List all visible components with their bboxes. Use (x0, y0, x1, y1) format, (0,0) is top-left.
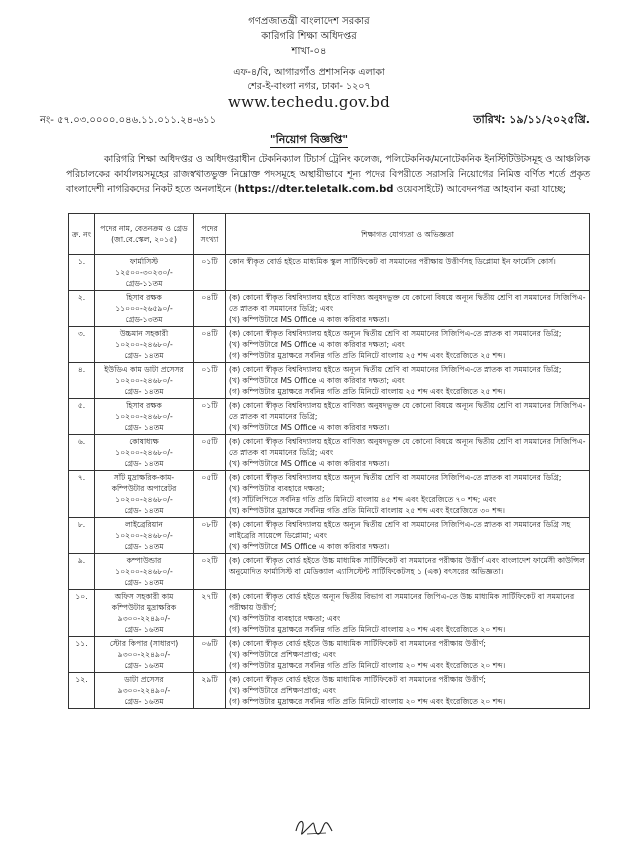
grade: গ্রেড- ১৬তম (124, 661, 164, 670)
requirement-item: (খ) কম্পিউটারে প্রশিক্ষণপ্রাপ্ত; এবং (229, 650, 336, 659)
header-count: পদের সংখ্যা (194, 214, 226, 255)
grade: গ্রেড- ১৪তম (124, 578, 164, 587)
requirements-cell (226, 291, 590, 327)
post-count-cell: ০৫টি (194, 471, 226, 518)
requirement-item: (ক) কোনো স্বীকৃত বিশ্ববিদ্যালয় হইতে অন্যূন দ্বিতীয় শ্রেণি বা সমমানের সিজিপিএ-তে স্নাতক বা সমমানের ডিগ্রি সহ লাইব্রেরি সায়েন্সে ডিপ্লোমা; এবং (229, 520, 571, 540)
requirement-item: (ক) কোনো স্বীকৃত বোর্ড হইতে উচ্চ মাধ্যমিক সার্টিফিকেট বা সমমানের পরীক্ষায় উত্তীর্ণ এবং বাংলাদেশ ফার্মেসী কাউন্সিল অনুমোদিত ফার্মাসিস্ট বা মেডিক্যাল এ্যাসিস্টেন্ট সার্টিফিকেটসহ ১ (এক) বৎসরের অভিজ্ঞতা। (229, 556, 585, 576)
requirement-item: (খ) কম্পিউটারে MS Office এ কাজ করিবার দক্ষতা; এবং (229, 376, 405, 385)
issue-date: তারিখ: ১৯/১১/২০২৫খ্রি. (473, 113, 590, 126)
grade: গ্রেড- ১৬তম (124, 697, 164, 706)
post-cell (95, 363, 194, 399)
requirement-item: (ঘ) কম্পিউটার মুদ্রাক্ষরে সর্বনিম্ন গতি প্রতি মিনিটে বাংলায় ২৫ শব্দ এবং ইংরেজিতে ৩০ শব্দ। (229, 506, 505, 515)
post-cell (95, 471, 194, 518)
pay-scale: ১০২০০-২৪৬৮০/- (115, 376, 173, 385)
header-serial: ক্র. নং (69, 214, 95, 255)
post-count-cell: ০১টি (194, 255, 226, 291)
requirements-cell (226, 327, 590, 363)
serial-cell: ৮. (69, 518, 95, 554)
requirements-cell (226, 255, 590, 291)
requirement-item: (ক) কোনো স্বীকৃত বোর্ড হইতে অন্যূন দ্বিতীয় বিভাগ বা সমমানের জিপিএ-তে উচ্চ মাধ্যমিক সার্টিফিকেট বা সমমানের পরীক্ষায় উত্তীর্ণ; (229, 592, 575, 612)
requirement-item: (খ) কম্পিউটারে MS Office এ কাজ করিবার দক্ষতা। (229, 423, 390, 432)
grade: গ্রেড- ১৪তম (124, 459, 164, 468)
post-cell (95, 637, 194, 673)
requirement-item: (গ) কম্পিউটার মুদ্রাক্ষরে সর্বনিম্ন গতি প্রতি মিনিটে বাংলায় ২৫ শব্দ এবং ইংরেজিতে ২৫ শব্দ। (229, 351, 506, 360)
notice-title-text: "নিয়োগ বিজ্ঞপ্তি" (269, 133, 349, 146)
grade: গ্রেড- ১৬তম (124, 625, 164, 634)
website-link[interactable]: www.techedu.gov.bd (227, 93, 391, 111)
requirement-item: (গ) কম্পিউটার মুদ্রাক্ষরে সর্বনিম্ন গতি প্রতি মিনিটে বাংলায় ২৫ শব্দ এবং ইংরেজিতে ২৫ শব্দ। (229, 387, 506, 396)
post-cell (95, 590, 194, 637)
pay-scale: ১১০০০-২৬৫৯০/- (115, 304, 173, 313)
requirements-cell (226, 518, 590, 554)
table-row (69, 518, 590, 554)
pay-scale: ১০২০০-২৪৬৮০/- (115, 567, 173, 576)
department-name: কারিগরি শিক্ষা অধিদপ্তর (261, 31, 357, 42)
table-row (69, 554, 590, 590)
requirement-item: কোন স্বীকৃত বোর্ড হইতে মাধ্যমিক স্কুল সার্টিফিকেট বা সমমানের পরীক্ষায় উত্তীর্ণসহ ডিপ্লোমা ইন ফার্মেসি কোর্স। (229, 257, 556, 266)
post-name: ফার্মাসিস্ট (129, 257, 159, 266)
table-row (69, 291, 590, 327)
vacancy-rows (69, 255, 590, 709)
requirements-cell (226, 673, 590, 709)
intro-paragraph (66, 152, 590, 197)
post-cell (95, 673, 194, 709)
grade: গ্রেড- ১৪তম (124, 542, 164, 551)
post-name: উচ্চমান সহকারী (119, 329, 169, 338)
serial-cell: ৪. (69, 363, 95, 399)
post-count-cell: ০৪টি (194, 327, 226, 363)
post-count-cell: ০৬টি (194, 637, 226, 673)
post-cell (95, 399, 194, 435)
serial-cell: ২. (69, 291, 95, 327)
post-name: অফিস সহকারী কাম কম্পিউটার মুদ্রাক্ষরিক (111, 592, 177, 612)
requirement-item: (গ) কম্পিউটার মুদ্রাক্ষরে সর্বনিম্ন গতি প্রতি মিনিটে বাংলায় ২০ শব্দ এবং ইংরেজিতে ২০ শব্দ। (229, 625, 506, 634)
requirement-item: (ক) কোনো স্বীকৃত বিশ্ববিদ্যালয় হইতে অন্যূন দ্বিতীয় শ্রেণি বা সমমানের সিজিপিএ-তে স্নাতক বা সমমানের ডিগ্রি; (229, 473, 562, 482)
table-row (69, 471, 590, 518)
serial-cell: ১১. (69, 637, 95, 673)
serial-cell: ১. (69, 255, 95, 291)
requirements-cell (226, 637, 590, 673)
table-row (69, 327, 590, 363)
pay-scale: ১০২০০-২৪৬৮০/- (115, 340, 173, 349)
branch-name: শাখা-০৪ (291, 46, 327, 57)
serial-cell: ৩. (69, 327, 95, 363)
table-row (69, 637, 590, 673)
post-count-cell: ২৯টি (194, 673, 226, 709)
post-name: ইউডিএ কাম ডাটা প্রসেসর (104, 365, 184, 374)
pay-scale: ১০২০০-২৪৬৮০/- (115, 448, 173, 457)
requirement-item: (ক) কোনো স্বীকৃত বিশ্ববিদ্যালয় হইতে বাণিজ্য অনুষদভুক্ত যে কোনো বিষয়ে অন্যূন দ্বিতীয় শ্রেণি বা সমমানের সিজিপিএ-তে স্নাতক বা সমমানের ডিগ্রি; এবং (229, 437, 586, 457)
table-row (69, 399, 590, 435)
signature (293, 815, 335, 839)
post-name: স্টোর কিপার (সাধারণ) (109, 639, 179, 648)
grade: গ্রেড- ১৪তম (124, 387, 164, 396)
address-line-1: এফ-৪/বি, আগারগাঁও প্রশাসনিক এলাকা (233, 67, 385, 78)
memo-number: নং- ৫৭.০৩.০০০০.০৪৬.১১.০১১.২৪-৬১১ (40, 115, 217, 126)
post-name: হিসাব রক্ষক (126, 401, 162, 410)
post-count-cell: ০৮টি (194, 518, 226, 554)
notice-title (0, 131, 618, 150)
govt-name: গণপ্রজাতন্ত্রী বাংলাদেশ সরকার (248, 16, 370, 27)
table-row (69, 435, 590, 471)
requirements-cell (226, 554, 590, 590)
post-cell (95, 554, 194, 590)
header-post (95, 214, 194, 255)
post-cell (95, 255, 194, 291)
requirement-item: (খ) কম্পিউটারে MS Office এ কাজ করিবার দক্ষতা। (229, 315, 390, 324)
requirement-item: (ক) কোনো স্বীকৃত বিশ্ববিদ্যালয় হইতে বাণিজ্য অনুষদভুক্ত যে কোনো বিষয়ে অন্যূন দ্বিতীয় শ্রেণি বা সমমানের সিজিপিএ-তে স্নাতক বা সমমানের ডিগ্রি; (229, 401, 586, 421)
serial-cell: ৯. (69, 554, 95, 590)
requirements-cell (226, 399, 590, 435)
post-name: সাঁট মুদ্রাক্ষরিক-কাম-কম্পিউটার অপারেটর (111, 473, 177, 493)
pay-scale: ১২৫০০-৩০২৩০/- (115, 268, 173, 277)
pay-scale: ১০২০০-২৪৬৮০/- (115, 531, 173, 540)
address-line-2: শের-ই-বাংলা নগর, ঢাকা- ১২০৭ (247, 81, 371, 92)
serial-cell: ১০. (69, 590, 95, 637)
intro-text-before: কারিগরি শিক্ষা অধিদপ্তর ও অধিদপ্তরাধীন টেকনিক্যাল টিচার্স ট্রেনিং কলেজ, পলিটেকনিক/মনোটেকনিক ইনস্টিটিউটসমূহ ও আঞ্চলিক পরিচালকের কার্যালয়সমূহের রাজস্বখাতভুক্ত নিম্নোক্ত পদসমূহে অস্থায়ীভাবে শূন্য পদের বিপরীতে সরাসরি নিয়োগের নিমিত্ত বর্ণিত শর্তে প্রকৃত বাংলাদেশী নাগরিকদের নিকট হতে অনলাইনে ( (66, 154, 591, 195)
grade: গ্রেড-১৩তম (125, 315, 163, 324)
post-cell (95, 327, 194, 363)
header-post-scale: (জা.বে.স্কেল, ২০১৫) (111, 235, 177, 244)
grade: গ্রেড- ১৪তম (124, 351, 164, 360)
post-count-cell: ০৪টি (194, 291, 226, 327)
requirement-item: (খ) কম্পিউটারে MS Office এ কাজ করিবার দক্ষতা। (229, 542, 390, 551)
intro-text-after: ওয়েবসাইটে) আবেদনপত্র আহবান করা যাচ্ছে; (393, 184, 567, 195)
table-header-row (69, 214, 590, 255)
requirement-item: (গ) কম্পিউটার মুদ্রাক্ষরে সর্বনিম্ন গতি প্রতি মিনিটে বাংলায় ২০ শব্দ এবং ইংরেজিতে ২০ শব্দ। (229, 697, 506, 706)
serial-cell: ১২. (69, 673, 95, 709)
vacancy-table (68, 213, 590, 709)
post-count-cell: ০১টি (194, 399, 226, 435)
requirements-cell (226, 363, 590, 399)
requirement-item: (খ) কম্পিউটার ব্যবহারে দক্ষতা; এবং (229, 614, 341, 623)
post-name: কম্পাউন্ডার (126, 556, 162, 565)
post-cell (95, 435, 194, 471)
requirements-cell (226, 435, 590, 471)
requirement-item: (খ) কম্পিউটারে প্রশিক্ষণপ্রাপ্ত; এবং (229, 686, 336, 695)
header-post-label: পদের নাম, বেতনক্রম ও গ্রেড (100, 224, 188, 233)
requirements-cell (226, 471, 590, 518)
serial-cell: ৭. (69, 471, 95, 518)
post-count-cell: ০১টি (194, 363, 226, 399)
post-cell (95, 518, 194, 554)
requirement-item: (ক) কোনো স্বীকৃত বিশ্ববিদ্যালয় হইতে অন্যূন দ্বিতীয় শ্রেণি বা সমমানের সিজিপিএ-তে স্নাতক বা সমমানের ডিগ্রি; (229, 329, 562, 338)
pay-scale: ৯৩০০-২২৪৯০/- (117, 614, 171, 623)
requirement-item: (গ) কম্পিউটার মুদ্রাক্ষরে সর্বনিম্ন গতি প্রতি মিনিটে বাংলায় ২০ শব্দ এবং ইংরেজিতে ২০ শব্দ। (229, 661, 506, 670)
application-link[interactable]: https://dter.teletalk.com.bd (237, 184, 394, 195)
requirements-cell (226, 590, 590, 637)
post-name: কোষাধ্যক্ষ (129, 437, 159, 446)
pay-scale: ৯৩০০-২২৪৯০/- (117, 650, 171, 659)
post-cell (95, 291, 194, 327)
post-count-cell: ০২টি (194, 554, 226, 590)
post-count-cell: ২৭টি (194, 590, 226, 637)
requirement-item: (ক) কোনো স্বীকৃত বিশ্ববিদ্যালয় হইতে অন্যূন দ্বিতীয় শ্রেণি বা সমমানের সিজিপিএ-তে স্নাতক বা সমমানের ডিগ্রি; (229, 365, 562, 374)
table-row (69, 590, 590, 637)
pay-scale: ৯৩০০-২২৪৯০/- (117, 686, 171, 695)
requirement-item: (খ) কম্পিউটারে MS Office এ কাজ করিবার দক্ষতা। (229, 459, 390, 468)
table-row (69, 673, 590, 709)
requirement-item: (খ) কম্পিউটারে MS Office এ কাজ করিবার দক্ষতা; এবং (229, 340, 405, 349)
requirement-item: (ক) কোনো স্বীকৃত বোর্ড হইতে উচ্চ মাধ্যমিক সার্টিফিকেট বা সমমানের পরীক্ষায় উত্তীর্ণ; (229, 675, 486, 684)
serial-cell: ৫. (69, 399, 95, 435)
post-count-cell: ০৫টি (194, 435, 226, 471)
requirement-item: (ক) কোনো স্বীকৃত বিশ্ববিদ্যালয় হইতে বাণিজ্য অনুষদভুক্ত যে কোনো বিষয়ে অন্যূন দ্বিতীয় শ্রেণি বা সমমানের সিজিপিএ-তে স্নাতক বা সমমানের ডিগ্রি; এবং (229, 293, 586, 313)
requirement-item: (গ) সাঁটলিপিতে সর্বনিম্ন গতি প্রতি মিনিটে বাংলায় ৪৫ শব্দ এবং ইংরেজিতে ৭০ শব্দ; এবং (229, 495, 497, 504)
pay-scale: ১০২০০-২৪৬৮০/- (115, 495, 173, 504)
header-requirements: শিক্ষাগত যোগ্যতা ও অভিজ্ঞতা (226, 214, 590, 255)
post-name: ডাটা প্রসেসর (124, 675, 164, 684)
grade: গ্রেড-১১তম (125, 279, 163, 288)
pay-scale: ১০২০০-২৪৬৮০/- (115, 412, 173, 421)
post-name: হিসাব রক্ষক (126, 293, 162, 302)
grade: গ্রেড- ১৪তম (124, 423, 164, 432)
requirement-item: (ক) কোনো স্বীকৃত বোর্ড হইতে উচ্চ মাধ্যমিক সার্টিফিকেট বা সমমানের পরীক্ষায় উত্তীর্ণ; (229, 639, 486, 648)
requirement-item: (খ) কম্পিউটার ব্যবহারে দক্ষতা; (229, 484, 325, 493)
table-row (69, 255, 590, 291)
post-name: লাইব্রেরিয়ান (125, 520, 163, 529)
serial-cell: ৬. (69, 435, 95, 471)
grade: গ্রেড- ১৪তম (124, 506, 164, 515)
table-row (69, 363, 590, 399)
